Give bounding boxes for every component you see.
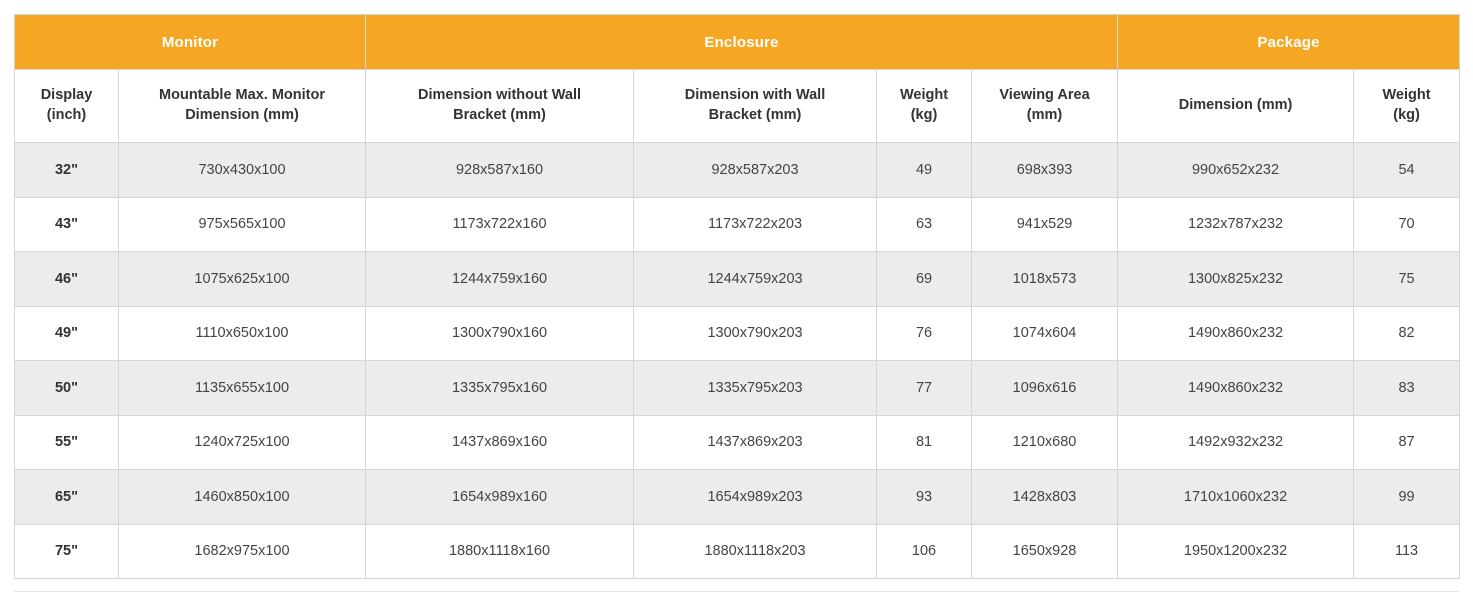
column-header-line: Display bbox=[40, 87, 93, 104]
group-header-2: Package bbox=[1118, 15, 1460, 70]
column-header-line: Dimension (mm) bbox=[1178, 97, 1293, 114]
table-cell: 1335x795x203 bbox=[634, 361, 877, 416]
table-cell: 1492x932x232 bbox=[1118, 415, 1354, 470]
column-header-6 bbox=[1118, 70, 1354, 143]
table-cell: 81 bbox=[877, 415, 972, 470]
cell-display-size: 55" bbox=[15, 415, 119, 470]
column-header-line: (kg) bbox=[1393, 107, 1420, 123]
table-cell: 1074x604 bbox=[972, 306, 1118, 361]
table-cell: 1950x1200x232 bbox=[1118, 524, 1354, 579]
column-header-row bbox=[15, 70, 1460, 143]
table-cell: 99 bbox=[1354, 470, 1460, 525]
table-cell: 1682x975x100 bbox=[119, 524, 366, 579]
column-header-line: (inch) bbox=[46, 107, 87, 123]
table-row bbox=[15, 306, 1460, 361]
cell-display-size: 46" bbox=[15, 252, 119, 307]
table-row bbox=[15, 470, 1460, 525]
bottom-divider bbox=[14, 591, 1459, 592]
table-cell: 1490x860x232 bbox=[1118, 306, 1354, 361]
table-row bbox=[15, 197, 1460, 252]
specification-table bbox=[14, 14, 1460, 579]
column-header-5 bbox=[972, 70, 1118, 143]
table-cell: 1654x989x203 bbox=[634, 470, 877, 525]
column-header-line: Weight bbox=[899, 87, 949, 104]
table-cell: 1880x1118x203 bbox=[634, 524, 877, 579]
cell-display-size: 49" bbox=[15, 306, 119, 361]
column-header-line: Dimension without Wall bbox=[418, 87, 581, 104]
table-cell: 1300x790x203 bbox=[634, 306, 877, 361]
group-header-0: Monitor bbox=[15, 15, 366, 70]
table-cell: 106 bbox=[877, 524, 972, 579]
table-cell: 1210x680 bbox=[972, 415, 1118, 470]
table-cell: 1018x573 bbox=[972, 252, 1118, 307]
column-header-1 bbox=[119, 70, 366, 143]
table-cell: 990x652x232 bbox=[1118, 143, 1354, 198]
table-cell: 1650x928 bbox=[972, 524, 1118, 579]
column-header-4 bbox=[877, 70, 972, 143]
column-header-7 bbox=[1354, 70, 1460, 143]
table-cell: 1300x790x160 bbox=[366, 306, 634, 361]
cell-display-size: 50" bbox=[15, 361, 119, 416]
table-cell: 54 bbox=[1354, 143, 1460, 198]
column-header-line: Mountable Max. Monitor bbox=[159, 87, 325, 104]
table-cell: 1096x616 bbox=[972, 361, 1118, 416]
table-cell: 75 bbox=[1354, 252, 1460, 307]
table-cell: 82 bbox=[1354, 306, 1460, 361]
column-header-line: Bracket (mm) bbox=[453, 107, 546, 123]
column-header-3 bbox=[634, 70, 877, 143]
table-cell: 1880x1118x160 bbox=[366, 524, 634, 579]
table-cell: 77 bbox=[877, 361, 972, 416]
table-cell: 1300x825x232 bbox=[1118, 252, 1354, 307]
table-cell: 928x587x160 bbox=[366, 143, 634, 198]
column-header-line: Bracket (mm) bbox=[708, 107, 802, 123]
table-cell: 730x430x100 bbox=[119, 143, 366, 198]
table-cell: 1460x850x100 bbox=[119, 470, 366, 525]
group-header-row bbox=[15, 15, 1460, 70]
group-header-1: Enclosure bbox=[366, 15, 1118, 70]
table-cell: 1654x989x160 bbox=[366, 470, 634, 525]
table-row bbox=[15, 415, 1460, 470]
table-row bbox=[15, 143, 1460, 198]
table-cell: 1240x725x100 bbox=[119, 415, 366, 470]
table-cell: 1244x759x160 bbox=[366, 252, 634, 307]
table-cell: 49 bbox=[877, 143, 972, 198]
table-cell: 1075x625x100 bbox=[119, 252, 366, 307]
table-cell: 113 bbox=[1354, 524, 1460, 579]
column-header-line: Weight bbox=[1382, 87, 1431, 104]
cell-display-size: 75" bbox=[15, 524, 119, 579]
table-cell: 928x587x203 bbox=[634, 143, 877, 198]
column-header-line: Dimension with Wall bbox=[684, 87, 826, 104]
table-cell: 93 bbox=[877, 470, 972, 525]
table-cell: 1428x803 bbox=[972, 470, 1118, 525]
table-cell: 1110x650x100 bbox=[119, 306, 366, 361]
table-row bbox=[15, 252, 1460, 307]
table-cell: 63 bbox=[877, 197, 972, 252]
table-cell: 69 bbox=[877, 252, 972, 307]
cell-display-size: 43" bbox=[15, 197, 119, 252]
table-cell: 698x393 bbox=[972, 143, 1118, 198]
table-cell: 975x565x100 bbox=[119, 197, 366, 252]
table-cell: 1710x1060x232 bbox=[1118, 470, 1354, 525]
column-header-line: (mm) bbox=[1026, 107, 1063, 123]
table-cell: 1437x869x203 bbox=[634, 415, 877, 470]
table-cell: 1232x787x232 bbox=[1118, 197, 1354, 252]
column-header-2 bbox=[366, 70, 634, 143]
column-header-line: (kg) bbox=[910, 107, 938, 123]
table-cell: 1173x722x160 bbox=[366, 197, 634, 252]
table-cell: 76 bbox=[877, 306, 972, 361]
table-row bbox=[15, 524, 1460, 579]
table-row bbox=[15, 361, 1460, 416]
table-cell: 1244x759x203 bbox=[634, 252, 877, 307]
column-header-line: Dimension (mm) bbox=[185, 107, 299, 123]
table-cell: 1173x722x203 bbox=[634, 197, 877, 252]
table-cell: 941x529 bbox=[972, 197, 1118, 252]
column-header-0 bbox=[15, 70, 119, 143]
table-cell: 1437x869x160 bbox=[366, 415, 634, 470]
table-head bbox=[15, 15, 1460, 143]
column-header-line: Viewing Area bbox=[999, 87, 1090, 104]
table-cell: 1490x860x232 bbox=[1118, 361, 1354, 416]
table-cell: 1335x795x160 bbox=[366, 361, 634, 416]
table-cell: 83 bbox=[1354, 361, 1460, 416]
cell-display-size: 65" bbox=[15, 470, 119, 525]
cell-display-size: 32" bbox=[15, 143, 119, 198]
table-cell: 87 bbox=[1354, 415, 1460, 470]
table-cell: 70 bbox=[1354, 197, 1460, 252]
table-body bbox=[15, 143, 1460, 579]
table-cell: 1135x655x100 bbox=[119, 361, 366, 416]
